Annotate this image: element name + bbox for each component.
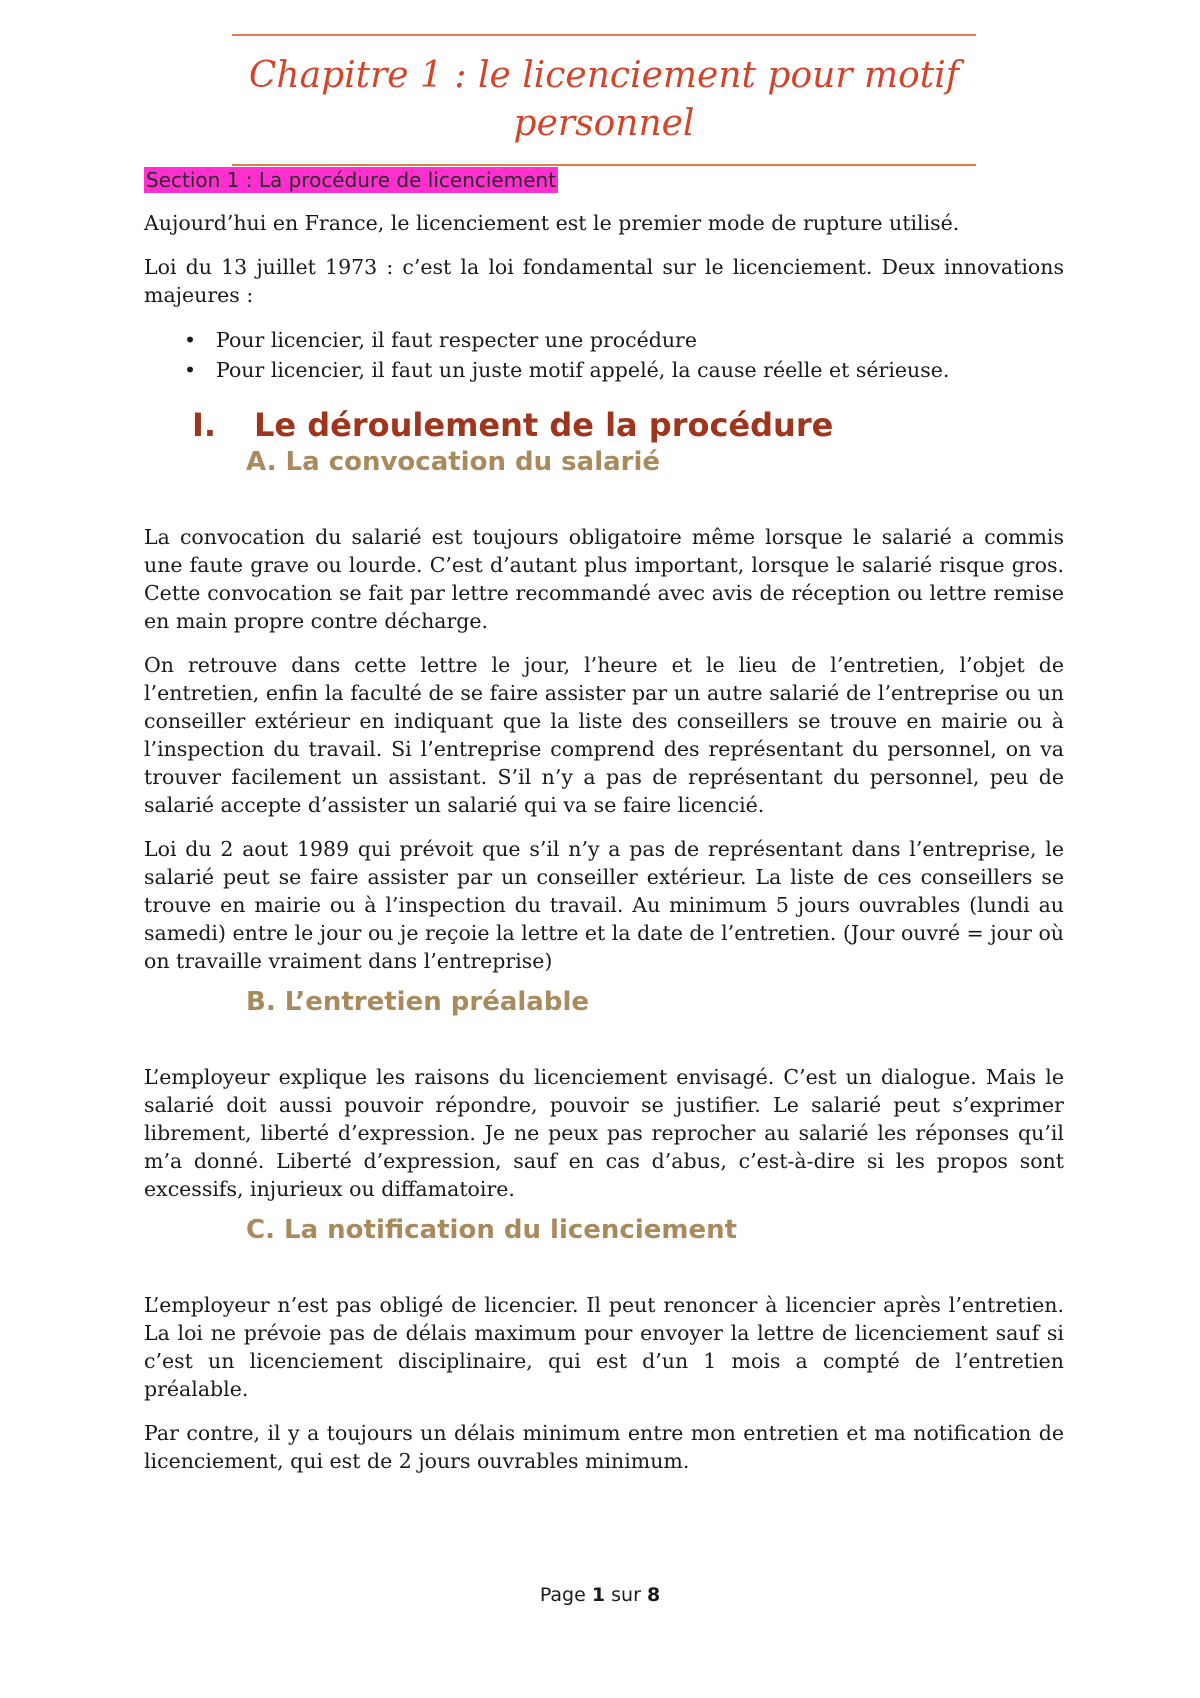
part-1-title: Le déroulement de la procédure — [254, 406, 834, 444]
intro-paragraph-1: Aujourd’hui en France, le licenciement est le premier mode de rupture utilisé. — [144, 211, 960, 235]
list-item-text: Pour licencier, il faut respecter une procédure — [216, 328, 697, 352]
page-footer — [0, 1584, 1200, 1606]
section-label: Section 1 : La procédure de licenciement — [146, 168, 557, 192]
chapter-title-block — [232, 34, 976, 166]
list-item — [144, 355, 1064, 385]
subsection-c-paragraph: Par contre, il y a toujours un délais minimum entre mon entretien et ma notification de licenciement, qui est de 2 jours ouvrables minimum. — [144, 1421, 1064, 1473]
list-item-text: Pour licencier, il faut un juste motif appelé, la cause réelle et sérieuse. — [216, 358, 950, 382]
subsection-b-heading: B. L’entretien préalable — [246, 987, 590, 1017]
title-top-rule — [232, 34, 976, 36]
footer-page-word: Page — [539, 1584, 586, 1606]
part-1-heading — [144, 405, 1064, 445]
list-item — [144, 325, 1064, 355]
bullet-icon: • — [184, 358, 197, 382]
subsection-a-heading: A. La convocation du salarié — [246, 447, 661, 477]
subsection-c-heading: C. La notification du licenciement — [246, 1215, 738, 1245]
intro-paragraph-2: Loi du 13 juillet 1973 : c’est la loi fondamental sur le licenciement. Deux innovations majeures : — [144, 255, 1064, 307]
subsection-a-paragraph: On retrouve dans cette lettre le jour, l’heure et le lieu de l’entretien, l’objet de l’entretien, enfin la faculté de se faire assister par un autre salarié de l’entreprise ou un conseiller extérieur en indiquant que la liste des conseillers se trouve en mairie ou à l’inspection du travail. Si l’entreprise comprend des représentant du personnel, on va trouver facilement un assistant. S’il n’y a pas de représentant du personnel, peu de salarié accepte d’assister un salarié qui va se faire licencié. — [144, 653, 1064, 817]
footer-total-pages: 8 — [646, 1584, 661, 1606]
footer-of-word: sur — [611, 1584, 641, 1606]
innovations-list — [144, 325, 1064, 385]
subsection-c-paragraph: L’employeur n’est pas obligé de licencier. Il peut renoncer à licencier après l’entretien. La loi ne prévoie pas de délais maximum pour envoyer la lettre de licenciement sauf si c’est un licenciement disciplinaire, qui est d’un 1 mois a compté de l’entretien préalable. — [144, 1293, 1064, 1401]
chapter-title: Chapitre 1 : le licenciement pour motif personnel — [248, 55, 960, 144]
part-1-number: I. — [192, 406, 217, 444]
subsection-a-paragraph: Loi du 2 aout 1989 qui prévoit que s’il n’y a pas de représentant dans l’entreprise, le salarié peut se faire assister par un conseiller extérieur. La liste de ces conseillers se trouve en mairie ou à l’inspection du travail. Au minimum 5 jours ouvrables (lundi au samedi) entre le jour ou je reçoie la lettre et la date de l’entretien. (Jour ouvré = jour où on travaille vraiment dans l’entreprise) — [144, 837, 1064, 973]
footer-current-page: 1 — [591, 1584, 606, 1606]
bullet-icon: • — [184, 328, 197, 352]
subsection-b-paragraph: L’employeur explique les raisons du licenciement envisagé. C’est un dialogue. Mais le salarié doit aussi pouvoir répondre, pouvoir se justifier. Le salarié peut s’exprimer librement, liberté d’expression. Je ne peux pas reprocher au salarié les réponses qu’il m’a donné. Liberté d’expression, sauf en cas d’abus, c’est-à-dire si les propos sont excessifs, injurieux ou diffamatoire. — [144, 1065, 1064, 1201]
document-body — [144, 166, 1064, 1491]
subsection-a-paragraph: La convocation du salarié est toujours obligatoire même lorsque le salarié a commis une faute grave ou lourde. C’est d’autant plus important, lorsque le salarié risque gros. Cette convocation se fait par lettre recommandé avec avis de réception ou lettre remise en main propre contre décharge. — [144, 525, 1064, 633]
